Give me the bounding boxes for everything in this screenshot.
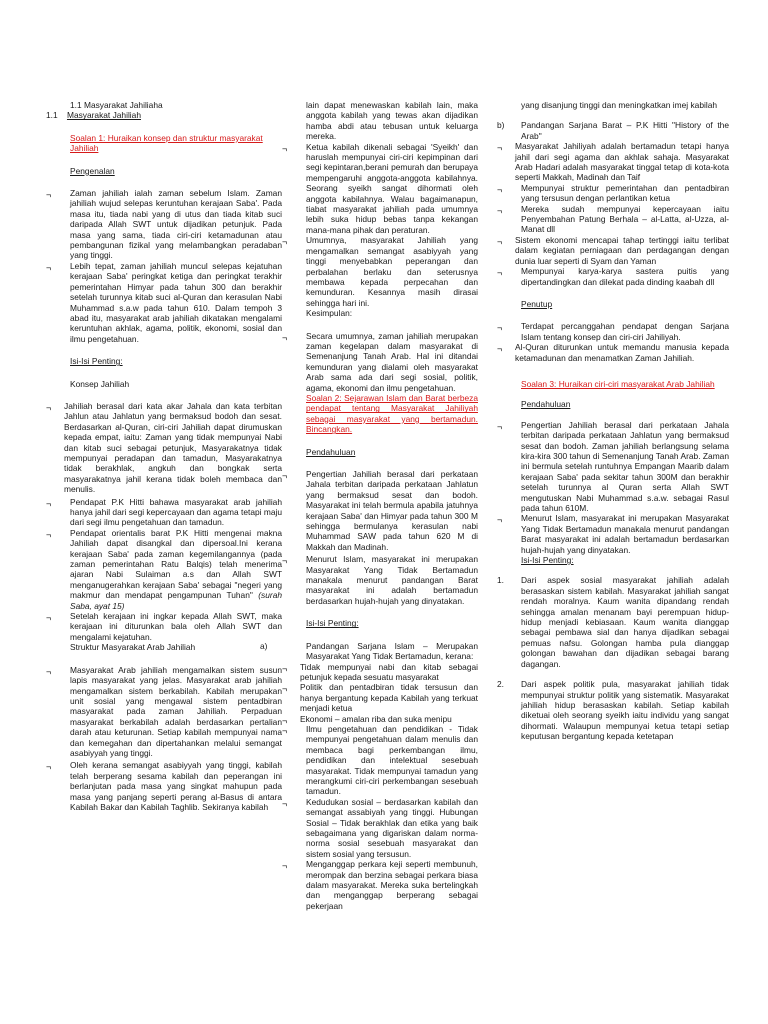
paragraph: ¬ Ketua kabilah dikenali sebagai 'Syeikh' dan haruslah mempunyai ciri-ciri kepimpinan dari segi kepintaran,berani pemurah dan berupaya mempengaruhi anggota-anggota kabilahnya. Seorang syeikh sangat dihormati oleh anggota kabilahnya. Walau bagaimanapun, tiabat masyarakat jahiliah pada umumnya lebih suka hidup bebas tanpa kekangan mana-mana pihak dan peraturan. <box>282 141 478 235</box>
bullet-icon: ¬ <box>46 529 52 540</box>
heading-2: 1.1 Masyarakat Jahiliah <box>46 110 141 121</box>
bullet-icon: ¬ <box>497 143 503 154</box>
list-item: ¬ Menganggap perkara keji seperti membunuh, merompak dan berzina sebagai perkara biasa dalam masyarakat. Mereka suka bertelingkah dan menganggap berperang sebagai pekerjaan <box>282 859 478 911</box>
list-item: ¬ Kedudukan sosial – berdasarkan kabilah dan semangat assabiyah yang tinggi. Hubungan Sosial – Tidak berakhlak dan etika yang baik sebagaimana yang digariskan dalam norma-norma sosial sesebuah masyarakat dan sistem sosial yang tersusun. <box>282 796 478 859</box>
heading-2-title: Masyarakat Jahiliah <box>66 110 141 121</box>
bullet-icon: ¬ <box>46 262 52 273</box>
paragraph: lain dapat menewaskan kabilah lain, maka anggota kabilah yang tewas akan dijadikan hamba abdi atau tebusan untuk keluarga mereka. <box>306 100 478 142</box>
paragraph: ¬ Menurut Islam, masyarakat ini merupakan Masyarakat Yang Tidak Bertamadun manakala menurut pandangan Barat masyarakat ini adalah bertamadun berdasarkan hujah-hujah yang dinyatakan. <box>497 513 729 555</box>
bullet-icon: ¬ <box>46 613 52 624</box>
section-pengenalan: Pengenalan <box>70 165 115 176</box>
bullet-icon: ¬ <box>282 237 288 248</box>
paragraph: yang disanjung tinggi dan meningkatkan imej kabilah <box>521 100 718 110</box>
bullet-icon: ¬ <box>282 332 288 343</box>
bullet-icon: ¬ <box>497 421 503 432</box>
bullet-icon: ¬ <box>282 798 288 809</box>
list-item: ¬ Terdapat percanggahan pendapat dengan Sarjana Islam tentang konsep dan ciri-ciri Jahiliyah. <box>497 321 729 342</box>
list-item: ¬ Ilmu pengetahuan dan pendidikan - Tidak mempunyai pengetahuan dalam menulis dan membaca bagi perkembangan ilmu, pendidikan dan intelektual sesebuah masyarakat. Tidak mempunyai tamadun yang merangkumi ciri-ciri perkembangan sesebuah tamadun. <box>282 723 478 797</box>
paragraph: ¬ Jahiliah berasal dari kata akar Jahala dan kata terbitan Jahlun atau Jahlatun yang bermaksud bodoh dan sesat. Berdasarkan al-Quran, ciri-ciri Jahiliah dapat dirumuskan kepada empat, iaitu: Zaman yang tidak mempunyai Nabi dan kitab suci sebagai petunjuk, Masyarakatnya tidak mempunyai peradapan dan tamadun, Masyarakatnya tidak berakhlak, angkuh dan bongkak serta masyarakatnya jahil kerana tidak boleh membaca dan menulis. <box>46 400 282 495</box>
bullet-icon: ¬ <box>497 344 503 355</box>
paragraph: ¬ Lebih tepat, zaman jahiliah muncul selepas kejatuhan kerajaan Saba' peringkat ketiga dan peringkat terakhir pemerintahan Himyar pada tahun 300 dan berakhir setelah turunnya kitab suci al-Quran dan kerasulan Nabi Muhammad s.a.w pada tahun 610. Dalam tempoh 3 abad itu, masyarakat arab jahiliah dikatakan mengalami keruntuhan akhlak, agama, politik, ekonomi, sosial dan ilmu pengetahuan. <box>46 260 282 344</box>
question-1-title: Soalan 1: Huraikan konsep dan struktur masyarakat Jahiliah <box>70 132 263 154</box>
bullet-icon: ¬ <box>497 323 503 334</box>
bullet-icon: ¬ <box>282 684 288 695</box>
list-item: ¬ Politik dan pentadbiran tidak tersusun dan hanya bergantung kepada Kabilah yang terkuat menjadi ketua <box>282 682 478 714</box>
section-isi-penting: Isi-Isi Penting: <box>521 555 574 566</box>
column-2 <box>260 100 478 911</box>
bullet-icon: ¬ <box>282 663 288 674</box>
bullet-icon: ¬ <box>282 715 288 726</box>
list-item: ¬ Masyarakat Jahiliyah adalah bertamadun tetapi hanya jahil dari segi agama dan akhlak sahaja. Masyarakat Arab Hadari adalah masyarakat tinggal tetap di kota-kota seperti Makkah, Madinah dan Taif <box>497 141 729 183</box>
bullet-icon: ¬ <box>497 268 503 279</box>
list-item: b) Pandangan Sarjana Barat – P.K Hitti "History of the Arab" <box>497 120 729 141</box>
list-item: 2. Dari aspek politik pula, masyarakat jahiliah tidak mempunyai struktur politik yang sistematik. Masyarakat jahiliah hidup berasaskan kabilah. Setiap kabilah diketuai oleh seorang syeikh iaitu individu yang sangat dihormati. Walaupun mempunyai ketua tetapi setiap keputusan bergantung kepada ketetapan <box>497 679 729 742</box>
bullet-icon: ¬ <box>282 143 288 154</box>
question-3-title: Soalan 3: Huraikan ciri-ciri masyarakat Arab Jahiliah <box>521 378 715 389</box>
list-item: ¬ Ekonomi – amalan riba dan suka menipu <box>282 713 452 726</box>
bullet-icon: ¬ <box>497 515 503 526</box>
section-pendahuluan: Pendahuluan <box>521 399 571 410</box>
bullet-icon: ¬ <box>497 184 503 195</box>
list-item: ¬ Mempunyai struktur pemerintahan dan pentadbiran yang tersusun dengan perlantikan ketua <box>497 182 729 204</box>
paragraph: ¬ Secara umumnya, zaman jahiliah merupakan zaman kegelapan dalam masyarakat di Semenanjung Tanah Arab. Hal ini ditandai kemunduran yang dialami oleh masyarakat Arab sama ada dari segi sosial, politik, agama, ekonomi dan ilmu pengetahuan. <box>282 330 478 393</box>
paragraph: ¬ Zaman jahiliah ialah zaman sebelum Islam. Zaman jahiliah wujud selepas keruntuhan kerajaan Saba'. Pada masa itu, tiada nabi yang di utus dan tiada kitab suci daripada Allah SWT untuk dijadikan petunjuk. Pada masa yang sama, tiada ciri-ciri ketamadunan atau pembangunan fizikal yang melambangkan peradaban yang tinggi. <box>46 188 282 261</box>
list-item: ¬ Mempunyai karya-karya sastera puitis yang dipertandingkan dan dilekat pada dinding kaabah dll <box>497 266 729 287</box>
section-isi-penting: Isi-Isi Penting: <box>306 618 359 629</box>
list-item: ¬ Mereka sudah mempunyai kepercayaan iaitu Penyembahan Patung Berhala – al-Latta, al-Uzza, al-Manat dll <box>497 203 729 235</box>
section-isi-penting: Isi-Isi Penting: <box>70 356 123 367</box>
paragraph: ¬ Masyarakat Arab jahiliah mengamalkan sistem susun lapis masyarakat yang jelas. Masyarakat arab jahiliah mengamalkan sistem berkabilah. Kabilah merupakan unit sosial yang mengawal sistem pentadbiran masyarakat pada zaman Jahiliah. Perpaduan masyarakat berkabilah adalah berdasarkan pertalian darah atau keturunan. Setiap kabilah mempunyai nama dan kemegahan dan dipertahankan melalui semangat asabiyyah yang tinggi. <box>46 664 282 758</box>
question-2-title: Soalan 2: Sejarawan Islam dan Barat berbeza pendapat tentang Masyarakat Jahiliyah sebagai masyarakat yang bertamadun. Bincangkan. <box>306 392 478 435</box>
list-item: a) Pandangan Sarjana Islam – Merupakan Masyarakat Yang Tidak Bertamadun, kerana: <box>260 640 478 662</box>
list-item: ¬ Sistem ekonomi mencapai tahap tertinggi iaitu terlibat dalam kegiatan perniagaan dan perdagangan dengan dunia luar seperti di Syam dan Yaman <box>497 234 729 266</box>
list-item: ¬ Tidak mempunyai nabi dan kitab sebagai petunjuk kepada sesuatu masyarakat <box>282 661 478 682</box>
paragraph: ¬ Menurut Islam, masyarakat ini merupakan Masyarakat Yang Tidak Bertamadun manakala menurut pandangan Barat masyarakat ini adalah bertamadun berdasarkan hujah-hujah yang dinyatakan. <box>282 554 478 606</box>
bullet-icon: ¬ <box>46 762 52 773</box>
paragraph: ¬ Pendapat P.K Hitti bahawa masyarakat arab jahiliah hanya jahil dari segi kepercayaan dan agama tetapi maju dari segi ilmu pengetahuan dan tamadun. <box>46 496 282 528</box>
list-item: ¬ Al-Quran diturunkan untuk memandu manusia kepada ketamadunan dan menamatkan Zaman Jahiliah. <box>497 342 729 363</box>
bullet-icon: ¬ <box>46 402 52 413</box>
paragraph: ¬ Pengertian Jahiliah berasal dari perkataan Jahala terbitan daripada perkataan Jahlatun yang bermaksud sesat dan bodoh. Zaman jahiliah berlangsung selama kira-kira 300 tahun di Semenanjung Tanah Arab. Zaman ini bermula setelah runtuhnya Empangan Maarib dalam kerajaan Saba' pada sekitar tahun 300M dan berakhir setelah turunnya al Quran serta Allah SWT mengutuskan Nabi Muhammad s.a.w. sebagai Rasul pada tahun 610M. <box>497 419 729 513</box>
bullet-icon: ¬ <box>497 205 503 216</box>
list-item: 1. Dari aspek sosial masyarakat jahiliah adalah berasaskan sistem kabilah. Masyarakat jahiliah sangat rendah moralnya. Kaum wanita dipandang rendah sehingga amalan menanam bayi perempuan hidup-hidup menjadi kebiasaan. Kaum wanita dianggap sebagai pembawa sial dan hanya dijadikan sebagai pemuas nafsu. Golongan hamba pula dianggap golongan bawahan dan dijadikan sebagai barang dagangan. <box>497 575 729 669</box>
bullet-icon: ¬ <box>282 471 288 481</box>
heading-1: 1.1 Masyarakat Jahiliaha <box>70 100 163 110</box>
paragraph: ¬ Pengertian Jahiliah berasal dari perkataan Jahala terbitan daripada perkataan Jahlatun yang bermaksud sesat dan bodoh. Masyarakat ini telah bermula apabila jatuhnya kerajaan Saba' dan Himyar pada tahun 300 M sehingga bermulanya kerasulan nabi Muhammad SAW pada tahun 620 M di Makkah dan Madinah. <box>282 469 478 552</box>
section-pendahuluan: Pendahuluan <box>306 446 356 457</box>
paragraph: ¬ Umumnya, masyarakat Jahiliah yang mengamalkan semangat asabiyyah yang tinggi menyebabkan peperangan dan perbalahan berlaku dan seterusnya membawa kepada perpecahan dan kemunduran. Kesannya masih dirasai sehingga hari ini. <box>282 235 478 308</box>
bullet-icon: ¬ <box>282 861 288 872</box>
subheading-konsep: Konsep Jahiliah <box>70 378 130 389</box>
bullet-icon: ¬ <box>497 236 503 247</box>
paragraph: ¬ Setelah kerajaan ini ingkar kepada Allah SWT, maka kerajaan ini diturunkan bala oleh Allah SWT dan mengalami kejatuhan. <box>46 611 282 642</box>
bullet-icon: ¬ <box>282 556 288 567</box>
column-3 <box>497 100 729 742</box>
section-kesimpulan: Kesimpulan: <box>306 308 353 319</box>
bullet-icon: ¬ <box>46 498 52 509</box>
column-1 <box>46 100 282 812</box>
bullet-icon: ¬ <box>282 725 288 736</box>
bullet-icon: ¬ <box>46 666 52 677</box>
section-penutup: Penutup <box>521 298 553 309</box>
paragraph: ¬ Pendapat orientalis barat P.K Hitti mengenai makna Jahiliah dapat disangkal dan dipersoal.Ini kerana kerajaan Saba' pada zaman kegemilangannya (pada zaman pemerintahan Ratu Balqis) telah menerima ajaran Nabi Sulaiman a.s dan Allah SWT menganugerahkan kerajaan Saba' sebagai "negeri yang makmur dan mendapat pengampunan Tuhan" (surah Saba, ayat 15) <box>46 527 283 611</box>
bullet-icon: ¬ <box>46 190 52 201</box>
paragraph: ¬ Oleh kerana semangat asabiyyah yang tinggi, kabilah telah berperang sesama kabilah dan peperangan ini berlanjutan pada masa yang singkat mahupun pada masa yang panjang seperti perang al-Basus di antara Kabilah Bakar dan Kabilah Taghlib. Sekiranya kabilah <box>46 760 282 812</box>
subheading-struktur: Struktur Masyarakat Arab Jahiliah <box>70 642 196 653</box>
